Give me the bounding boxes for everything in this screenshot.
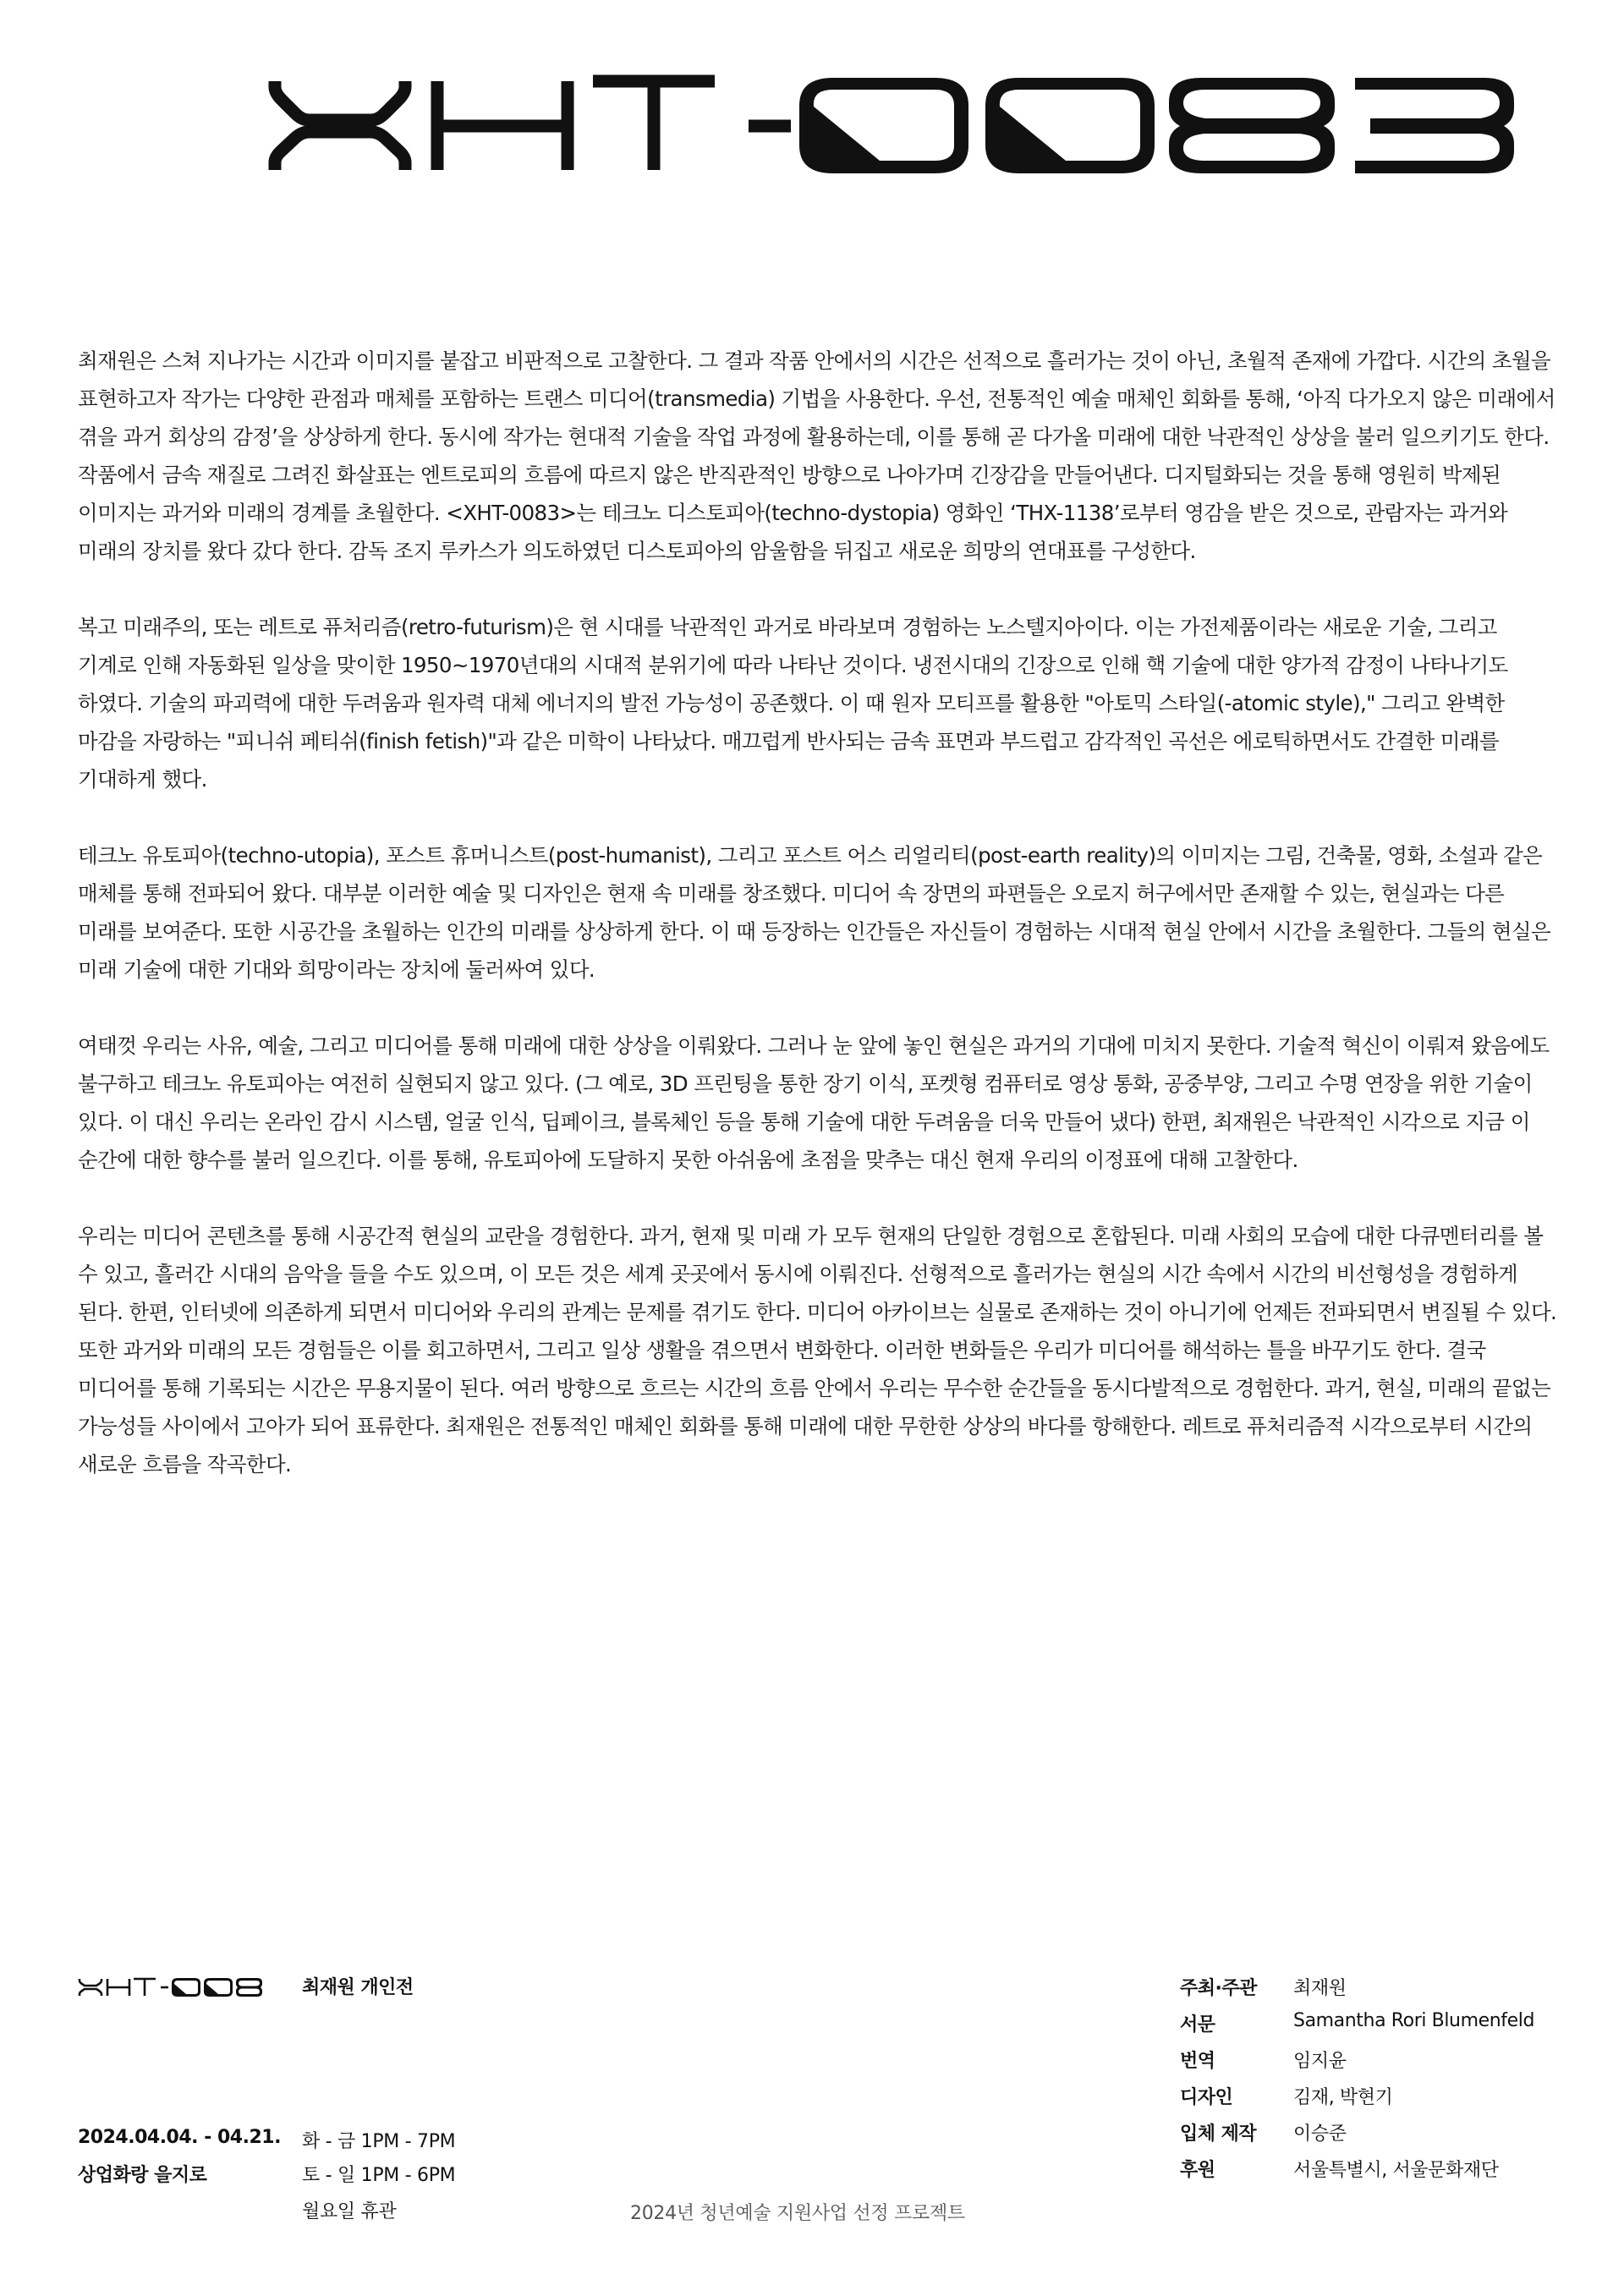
credit-role: 후원 [1180,2160,1215,2181]
credits-list [1180,1970,1586,2189]
credit-name: 임지윤 [1293,2051,1347,2072]
credit-row [1180,2080,1586,2116]
header-logo [0,0,1624,279]
credit-name: 서울특별시, 서울문화재단 [1293,2160,1499,2181]
credit-name: Samantha Rori Blumenfeld [1293,2010,1535,2031]
credit-role: 입체 제작 [1180,2123,1257,2145]
footer [0,1970,1624,2249]
hours-weekday: 화 - 금 1PM - 7PM [302,2131,456,2152]
credit-role: 주최·주관 [1180,1978,1257,1999]
essay-paragraph-4: 여태껏 우리는 사유, 예술, 그리고 미디어를 통해 미래에 대한 상상을 이뤄왔다. 그러나 눈 앞에 놓인 현실은 과거의 기대에 미치지 못한다. 기술적 혁신이 이뤄져 왔음에도 불구하고 테크노 유토피아는 여전히 실현되지 않고 있다. (그 예로, 3D 프린팅을 통한 장기 이식, 포켓형 컴퓨터로 영상 통화, 공중부양, 그리고 수명 연장을 위한 기술이 있다. 이 대신 우리는 온라인 감시 시스템, 얼굴 인식, 딥페이크, 블록체인 등을 통해 기술에 대한 두려움을 더욱 만들어 냈다) 한편, 최재원은 낙관적인 시각으로 지금 이 순간에 대한 향수를 불러 일으킨다. 이를 통해, 유토피아에 도달하지 못한 아쉬움에 초점을 맞추는 대신 현재 우리의 이정표에 대해 고찰한다. [78,1033,1550,1172]
footer-logo [78,1977,274,2001]
xht-0083-logo-graphic [0,0,1624,279]
exhibition-title: 최재원 개인전 [302,1977,414,1998]
essay-paragraph-1: 최재원은 스쳐 지나가는 시간과 이미지를 붙잡고 비판적으로 고찰한다. 그 결과 작품 안에서의 시간은 선적으로 흘러가는 것이 아닌, 초월적 존재에 가깝다. 시간의 초월을 표현하고자 작가는 다양한 관점과 매체를 포함하는 트랜스 미디어(transmedia) 기법을 사용한다. 우선, 전통적인 예술 매체인 회화를 통해, ‘아직 다가오지 않은 미래에서 겪을 과거 회상의 감정’을 상상하게 한다. 동시에 작가는 현대적 기술을 작업 과정에 활용하는데, 이를 통해 곧 다가올 미래에 대한 낙관적인 상상을 불러 일으키기도 한다. 작품에서 금속 재질로 그려진 화살표는 엔트로피의 흐름에 따르지 않은 반직관적인 방향으로 나아가며 긴장감을 만들어낸다. 디지털화되는 것을 통해 영원히 박제된 이미지는 과거와 미래의 경계를 초월한다. <XHT-0083>는 테크노 디스토피아(techno-dystopia) 영화인 ‘THX-1138’로부터 영감을 받은 것으로, 관람자는 과거와 미래의 장치를 왔다 갔다 한다. 감독 조지 루카스가 의도하였던 디스토피아의 암울함을 뒤집고 새로운 희망의 연대표를 구성한다. [78,348,1555,563]
support-note: 2024년 청년예술 지원사업 선정 프로젝트 [630,2203,965,2224]
credit-role: 서문 [1180,2014,1215,2036]
credit-row [1180,1970,1586,2007]
credit-name: 최재원 [1293,1978,1347,1999]
credit-name: 이승준 [1293,2123,1347,2145]
credit-row [1180,2043,1586,2080]
essay-body [78,342,1558,1521]
essay-paragraph-3: 테크노 유토피아(techno-utopia), 포스트 휴머니스트(post-humanist), 그리고 포스트 어스 리얼리티(post-earth reality)의 이미지는 그림, 건축물, 영화, 소설과 같은 매체를 통해 전파되어 왔다. 대부분 이러한 예술 및 디자인은 현재 속 미래를 창조했다. 미디어 속 장면의 파편들은 오로지 허구에서만 존재할 수 있는, 현실과는 다른 미래를 보여준다. 또한 시공간을 초월하는 인간의 미래를 상상하게 한다. 이 때 등장하는 인간들은 자신들이 경험하는 시대적 현실 안에서 시간을 초월한다. 그들의 현실은 미래 기술에 대한 기대와 희망이라는 장치에 둘러싸여 있다. [78,843,1551,982]
credit-name: 김재, 박현기 [1293,2087,1393,2108]
exhibition-venue: 상업화랑 을지로 [78,2165,207,2186]
credit-row [1180,2116,1586,2152]
credit-row [1180,2152,1586,2189]
credit-row [1180,2007,1586,2043]
essay-paragraph-5: 우리는 미디어 콘텐츠를 통해 시공간적 현실의 교란을 경험한다. 과거, 현재 및 미래 가 모두 현재의 단일한 경험으로 혼합된다. 미래 사회의 모습에 대한 다큐멘터리를 볼 수 있고, 흘러간 시대의 음악을 들을 수도 있으며, 이 모든 것은 세계 곳곳에서 동시에 이뤄진다. 선형적으로 흘러가는 현실의 시간 속에서 시간의 비선형성을 경험하게 된다. 한편, 인터넷에 의존하게 되면서 미디어와 우리의 관계는 문제를 겪기도 한다. 미디어 아카이브는 실물로 존재하는 것이 아니기에 언제든 전파되면서 변질될 수 있다. 또한 과거와 미래의 모든 경험들은 이를 회고하면서, 그리고 일상 생활을 겪으면서 변화한다. 이러한 변화들은 우리가 미디어를 해석하는 틀을 바꾸기도 한다. 결국 미디어를 통해 기록되는 시간은 무용지물이 된다. 여러 방향으로 흐르는 시간의 흐름 안에서 우리는 무수한 순간들을 동시다발적으로 경험한다. 과거, 현실, 미래의 끝없는 가능성들 사이에서 고아가 되어 표류한다. 최재원은 전통적인 매체인 회화를 통해 미래에 대한 무한한 상상의 바다를 항해한다. 레트로 퓨처리즘적 시각으로부터 시간의 새로운 흐름을 작곡한다. [78,1224,1557,1477]
credit-role: 디자인 [1180,2087,1233,2108]
hours-closed: 월요일 휴관 [302,2201,397,2222]
credit-role: 번역 [1180,2051,1215,2072]
exhibition-date: 2024.04.04. - 04.21. [78,2127,281,2148]
hours-weekend: 토 - 일 1PM - 6PM [302,2165,456,2186]
xht-0083-mini-logo-graphic [78,1977,274,1997]
essay-paragraph-2: 복고 미래주의, 또는 레트로 퓨처리즘(retro-futurism)은 현 시대를 낙관적인 과거로 바라보며 경험하는 노스텔지아이다. 이는 가전제품이라는 새로운 기술, 그리고 기계로 인해 자동화된 일상을 맞이한 1950~1970년대의 시대적 분위기에 따라 나타난 것이다. 냉전시대의 긴장으로 인해 핵 기술에 대한 양가적 감정이 나타나기도 하였다. 기술의 파괴력에 대한 두려움과 원자력 대체 에너지의 발전 가능성이 공존했다. 이 때 원자 모티프를 활용한 "아토믹 스타일(-atomic style)," 그리고 완벽한 마감을 자랑하는 "피니쉬 페티쉬(finish fetish)"과 같은 미학이 나타났다. 매끄럽게 반사되는 금속 표면과 부드럽고 감각적인 곡선은 에로틱하면서도 간결한 미래를 기대하게 했다. [78,615,1508,792]
